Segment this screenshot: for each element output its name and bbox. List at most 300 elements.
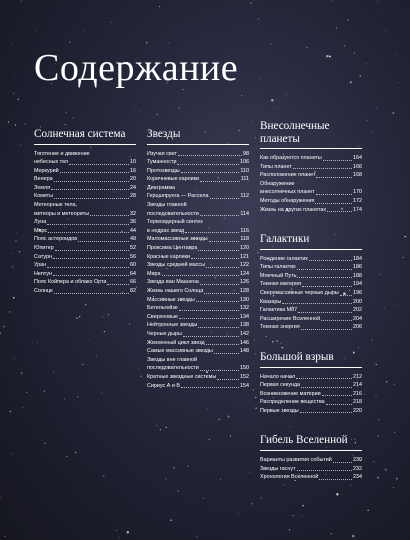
star	[12, 253, 13, 254]
entry-label: Красные карлики	[147, 253, 190, 260]
star	[3, 326, 5, 328]
star	[257, 252, 258, 253]
entry-page-number: 152	[240, 373, 249, 380]
toc-entry	[260, 289, 362, 298]
star	[377, 0, 378, 1]
toc-entry	[260, 306, 362, 315]
toc-section	[260, 120, 362, 214]
star	[376, 364, 377, 365]
dot-leader	[69, 164, 129, 165]
toc-entry	[147, 201, 249, 210]
toc-entry	[147, 253, 249, 262]
entry-label: Первая секунда	[260, 382, 301, 389]
star	[378, 13, 379, 14]
toc-entry	[34, 158, 136, 167]
star	[134, 109, 135, 110]
entry-page-number: 218	[353, 399, 362, 406]
dot-leader	[47, 267, 129, 268]
toc-entry	[260, 171, 362, 180]
entry-page-number: 120	[240, 245, 249, 252]
entry-label: Земля	[34, 184, 51, 191]
entry-page-number: 126	[240, 279, 249, 286]
entry-page-number: 28	[130, 193, 136, 200]
entry-page-number: 110	[240, 167, 249, 174]
entry-label: Жизнь нашего Солнца	[147, 288, 204, 294]
star	[187, 465, 188, 466]
star	[271, 43, 272, 44]
dot-leader	[198, 327, 239, 328]
dot-leader	[282, 303, 352, 304]
toc-entry	[147, 278, 249, 287]
entry-label: Жизненный цикл звезд	[147, 339, 205, 346]
entry-label: последовательности	[147, 210, 199, 217]
toc-section	[34, 128, 136, 296]
entry-label: Тяготение и движение	[34, 150, 90, 157]
toc-entry	[147, 304, 249, 313]
star	[274, 529, 275, 530]
entry-page-number: 204	[353, 315, 362, 322]
toc-entry	[260, 473, 362, 482]
dot-leader	[162, 275, 240, 276]
star	[250, 2, 251, 3]
entry-page-number: 10	[130, 159, 136, 166]
star	[36, 31, 37, 32]
star	[277, 108, 278, 109]
entry-page-number: 60	[130, 262, 136, 269]
star	[79, 316, 80, 317]
toc-entry	[260, 188, 362, 197]
entry-label: метеоры и метеориты	[34, 210, 90, 217]
star	[354, 53, 355, 54]
entry-label: Нептун	[34, 270, 53, 277]
star	[403, 257, 404, 258]
entry-label: Термоядерный синтез	[147, 219, 203, 226]
entry-page-number: 146	[240, 339, 249, 346]
star	[160, 429, 161, 430]
toc-column-1	[34, 128, 136, 315]
star	[397, 305, 398, 306]
star	[65, 124, 66, 125]
entry-page-number: 174	[353, 206, 362, 213]
dot-leader	[210, 198, 240, 199]
star	[84, 30, 85, 31]
entry-label: Темная энергия	[260, 324, 300, 331]
dot-leader	[298, 312, 352, 313]
dot-leader	[200, 181, 240, 182]
entry-label: Марс	[34, 227, 48, 234]
toc-entry	[260, 180, 362, 189]
dot-leader	[47, 224, 129, 225]
star	[250, 472, 251, 473]
dot-leader	[54, 293, 129, 294]
dot-leader	[301, 387, 352, 388]
entry-page-number: 36	[130, 219, 136, 226]
dot-leader	[209, 241, 240, 242]
star	[140, 376, 141, 377]
toc-entry	[260, 407, 362, 416]
entry-page-number: 234	[353, 474, 362, 481]
entry-label: Сверхмассивные черные дыры	[260, 290, 339, 297]
star	[251, 121, 252, 122]
star	[103, 316, 104, 317]
toc-entry	[34, 218, 136, 227]
star	[145, 186, 146, 187]
entry-label: Начало начал	[260, 373, 296, 380]
toc-entry	[147, 184, 249, 193]
dot-leader	[179, 318, 239, 319]
entry-page-number: 170	[353, 189, 362, 196]
dot-leader	[315, 203, 352, 204]
star	[10, 411, 11, 412]
star	[371, 340, 372, 341]
dot-leader	[200, 215, 240, 216]
entry-label: Расположение планет	[260, 172, 316, 179]
entry-page-number: 48	[130, 236, 136, 243]
dot-leader	[191, 258, 239, 259]
dot-leader	[54, 181, 129, 182]
section-heading: Большой взрыв	[260, 351, 362, 368]
toc-entry	[34, 287, 136, 296]
entry-label: Галактика М87	[260, 307, 298, 314]
entry-label: Методы обнаружения	[260, 197, 315, 204]
dot-leader	[316, 194, 352, 195]
entry-label: Изучая свет	[147, 150, 177, 157]
star	[352, 535, 354, 537]
toc-entry	[260, 381, 362, 390]
dot-leader	[327, 211, 352, 212]
star	[101, 392, 102, 393]
toc-entry	[147, 313, 249, 322]
dot-leader	[204, 293, 239, 294]
entry-page-number: 66	[130, 279, 136, 286]
toc-entry	[34, 270, 136, 279]
dot-leader	[319, 479, 352, 480]
star	[19, 251, 20, 252]
toc-entry	[147, 192, 249, 201]
entry-page-number: 148	[240, 348, 249, 355]
star	[116, 530, 117, 531]
star	[360, 76, 361, 77]
entry-label: Распределение вещества	[260, 399, 325, 406]
star	[347, 19, 348, 20]
star	[66, 456, 67, 457]
star	[127, 531, 129, 533]
toc-entry	[147, 218, 249, 227]
star	[372, 132, 373, 133]
star	[103, 475, 104, 476]
entry-page-number: 128	[240, 288, 249, 294]
entry-page-number: 56	[130, 253, 136, 260]
dot-leader	[326, 404, 352, 405]
star	[395, 54, 396, 55]
star	[203, 497, 204, 498]
toc-entry	[260, 197, 362, 206]
star	[230, 435, 231, 436]
star	[96, 356, 97, 357]
star	[378, 419, 379, 420]
toc-entry	[147, 235, 249, 244]
toc-entry	[34, 210, 136, 219]
star	[174, 467, 175, 468]
entry-label: Звезда ван Маанена	[147, 279, 199, 286]
toc-entry	[147, 347, 249, 356]
dot-leader	[293, 168, 352, 169]
entry-page-number: 154	[240, 382, 249, 389]
star	[255, 407, 256, 408]
entry-label: Юпитер	[34, 245, 54, 252]
star	[336, 28, 337, 29]
entry-page-number: 82	[130, 288, 136, 294]
dot-leader	[206, 267, 239, 268]
entry-label: Возникновение материи	[260, 390, 321, 397]
dot-leader	[322, 395, 352, 396]
star	[286, 94, 287, 95]
entry-label: Туманности	[147, 159, 177, 166]
entry-page-number: 52	[130, 245, 136, 252]
entry-label: Солнце	[34, 288, 53, 294]
dot-leader	[196, 301, 239, 302]
toc-entry	[260, 315, 362, 324]
entry-page-number: 186	[353, 264, 362, 271]
entry-label: Венера	[34, 176, 53, 183]
section-heading: Галактики	[260, 233, 362, 250]
entry-label: Хронология Вселенной	[260, 474, 319, 481]
dot-leader	[200, 370, 239, 371]
star	[12, 266, 13, 267]
star	[15, 124, 16, 125]
toc-entry	[147, 261, 249, 270]
entry-label: Нейтронные звезды	[147, 322, 198, 329]
star	[11, 454, 12, 455]
entry-page-number: 206	[353, 324, 362, 331]
dot-leader	[53, 275, 129, 276]
star	[209, 439, 210, 440]
dot-leader	[78, 241, 129, 242]
entry-page-number: 106	[240, 159, 249, 166]
toc-entry	[147, 287, 249, 296]
star	[376, 107, 377, 108]
toc-entry	[260, 154, 362, 163]
star	[393, 112, 394, 113]
entry-label: Проксима Центавра	[147, 245, 198, 252]
star	[241, 95, 242, 96]
star	[157, 114, 158, 115]
toc-entry	[34, 244, 136, 253]
section-heading: Внесолнечные планеты	[260, 120, 362, 149]
toc-entry	[34, 227, 136, 236]
dot-leader	[198, 250, 239, 251]
entry-label: Герцшпрунга — Рассела	[147, 193, 209, 200]
star	[255, 137, 256, 138]
star	[252, 503, 253, 504]
star	[166, 479, 167, 480]
entry-label: Первые звезды	[260, 407, 299, 414]
entry-page-number: 220	[353, 407, 362, 414]
dot-leader	[316, 177, 352, 178]
entry-page-number: 196	[353, 290, 362, 297]
entry-label: Типы галактик	[260, 264, 296, 271]
entry-label: Сатурн	[34, 253, 52, 260]
entry-label: небесных тел	[34, 159, 69, 166]
toc-section	[260, 434, 362, 481]
entry-label: Звезды гаснут	[260, 465, 296, 472]
star	[168, 42, 169, 43]
entry-page-number: 111	[240, 176, 249, 183]
star	[4, 536, 5, 537]
toc-entry	[260, 373, 362, 382]
dot-leader	[297, 470, 353, 471]
dot-leader	[301, 329, 352, 330]
dot-leader	[90, 215, 129, 216]
dot-leader	[297, 269, 352, 270]
entry-label: последовательности	[147, 365, 199, 372]
toc-column-2	[147, 128, 249, 409]
star	[326, 55, 328, 57]
entry-page-number: 194	[353, 281, 362, 288]
star	[76, 317, 77, 318]
star	[238, 513, 239, 514]
star	[89, 340, 90, 341]
entry-label: Пояс астероидов	[34, 236, 78, 243]
star	[75, 452, 76, 453]
entry-label: Расширение Вселенной	[260, 315, 321, 322]
entry-label: Черные дыры	[147, 330, 182, 337]
entry-label: Бетельгейзе	[147, 305, 178, 312]
entry-page-number: 116	[240, 227, 249, 234]
star	[14, 358, 15, 359]
star	[44, 443, 45, 444]
toc-entry	[34, 201, 136, 210]
toc-entry	[147, 373, 249, 382]
star	[396, 478, 397, 479]
toc-entry	[34, 167, 136, 176]
star	[394, 384, 395, 385]
toc-entry	[147, 382, 249, 391]
dot-leader	[179, 310, 239, 311]
entry-page-number: 188	[353, 272, 362, 279]
star	[66, 112, 67, 113]
star	[22, 407, 23, 408]
star	[16, 232, 17, 233]
star	[255, 353, 256, 354]
dot-leader	[200, 284, 239, 285]
entry-label: Уран	[34, 262, 47, 269]
toc-entry	[34, 261, 136, 270]
star	[166, 427, 167, 428]
toc-entry	[260, 255, 362, 264]
star	[15, 240, 16, 241]
entry-label: Маломассивные звезды	[147, 236, 208, 243]
star	[405, 236, 406, 237]
star	[344, 45, 345, 46]
star	[12, 44, 13, 45]
dot-leader	[333, 462, 352, 463]
dot-leader	[48, 232, 129, 233]
star	[178, 491, 179, 492]
entry-label: Метеорные тела,	[34, 202, 77, 209]
entry-label: Звезды главной	[147, 202, 187, 209]
toc-entry	[147, 167, 249, 176]
star	[64, 398, 65, 399]
star	[386, 381, 387, 382]
star	[293, 515, 294, 516]
entry-page-number: 232	[353, 465, 362, 472]
entry-label: Млечный Путь	[260, 272, 297, 279]
entry-label: Меркурий	[34, 167, 59, 174]
star	[9, 311, 10, 312]
entry-label: Звезды средней массы	[147, 262, 205, 269]
star	[219, 419, 220, 420]
star	[24, 124, 25, 125]
entry-page-number: 44	[130, 227, 136, 234]
star	[0, 332, 1, 333]
entry-page-number: 212	[353, 373, 362, 380]
entry-page-number: 150	[240, 365, 249, 372]
toc-section	[260, 233, 362, 332]
dot-leader	[214, 353, 239, 354]
entry-page-number: 142	[240, 330, 249, 337]
page-title: Содержание	[34, 47, 239, 89]
entry-label: Кратные звездные системы	[147, 373, 217, 380]
toc-entry	[34, 184, 136, 193]
entry-label: Пояс Койпера и облако Орта	[34, 279, 107, 286]
dot-leader	[53, 258, 129, 259]
star	[21, 0, 22, 1]
star	[254, 339, 255, 340]
star	[253, 389, 254, 390]
entry-page-number: 202	[353, 307, 362, 314]
star	[112, 365, 113, 366]
toc-entry	[147, 296, 249, 305]
star	[375, 395, 376, 396]
toc-entry	[147, 270, 249, 279]
entry-label: Сверхновые	[147, 313, 179, 320]
entry-label: Мира	[147, 270, 161, 277]
entry-page-number: 130	[240, 296, 249, 303]
star	[82, 364, 83, 365]
star	[289, 529, 290, 530]
entry-label: Массивные звезды	[147, 296, 195, 303]
entry-page-number: 32	[130, 210, 136, 217]
star	[373, 461, 374, 462]
toc-entry	[147, 158, 249, 167]
dot-leader	[321, 320, 352, 321]
star	[397, 82, 398, 83]
star	[302, 515, 303, 516]
star	[119, 537, 120, 538]
star	[393, 487, 394, 488]
dot-leader	[309, 260, 352, 261]
toc-entry	[147, 330, 249, 339]
entry-page-number: 16	[130, 167, 136, 174]
star	[37, 342, 38, 343]
star	[44, 391, 45, 392]
star	[21, 372, 22, 373]
entry-label: Сириус А и В	[147, 382, 180, 389]
star	[77, 396, 78, 397]
star	[179, 107, 180, 108]
dot-leader	[185, 232, 239, 233]
entry-page-number: 118	[240, 236, 249, 243]
star	[384, 308, 385, 309]
toc-entry	[147, 227, 249, 236]
dot-leader	[206, 344, 239, 345]
toc-entry	[147, 364, 249, 373]
entry-page-number: 121	[240, 253, 249, 260]
section-heading: Звезды	[147, 128, 249, 145]
star	[156, 425, 157, 426]
star	[389, 515, 390, 516]
